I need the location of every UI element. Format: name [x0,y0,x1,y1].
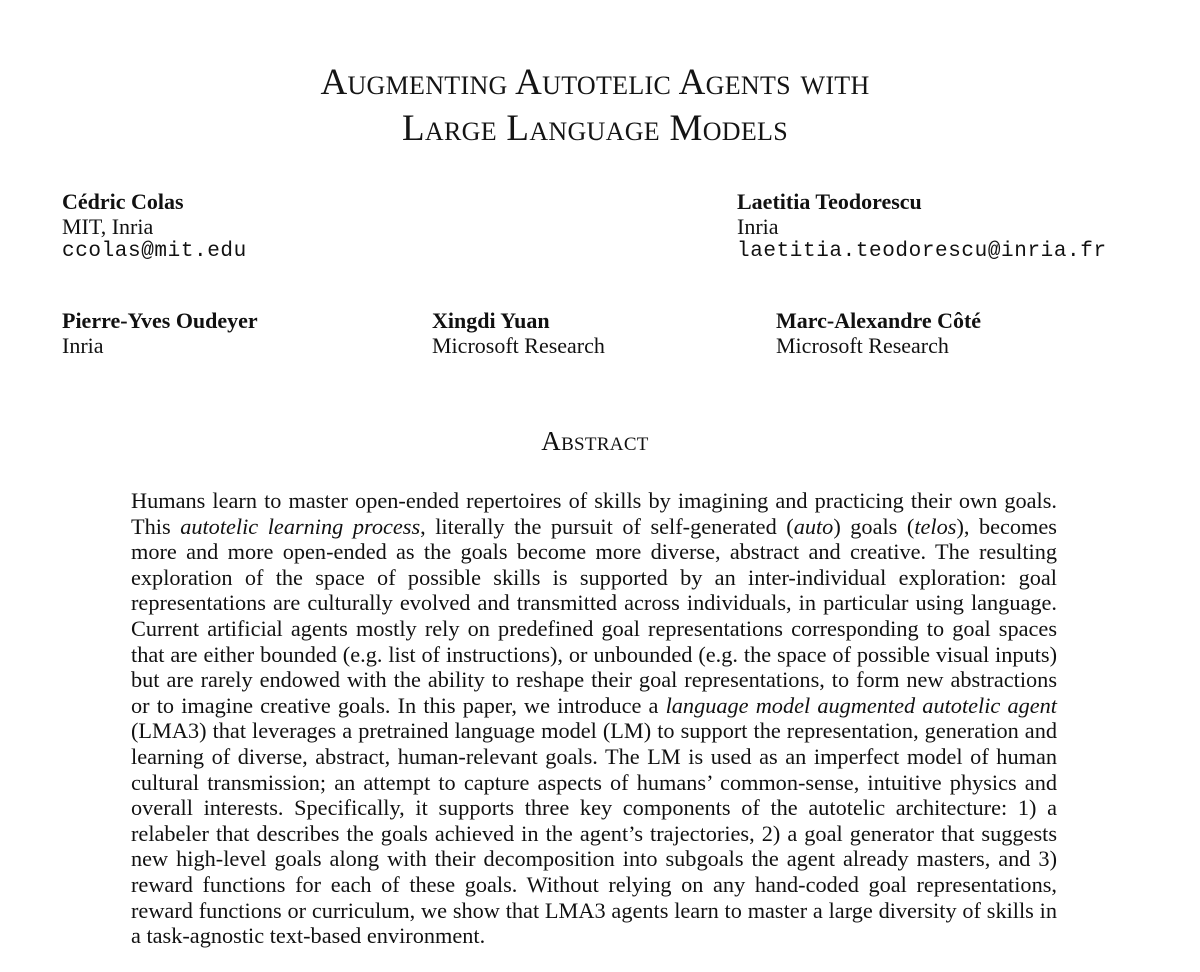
author-block [432,308,605,358]
author-name: Cédric Colas [62,189,184,214]
author-affiliation: Inria [62,333,104,358]
abstract-segment: Humans learn to master open-ended repertoires of skills by imagining and practicing their own goals. This [131,488,1057,539]
abstract-segment: ) goals ( [833,513,915,539]
title-line-1: Augmenting Autotelic Agents with [320,62,870,103]
author-affiliation: Inria [737,214,779,239]
author-affiliation: Microsoft Research [776,333,949,358]
abstract-emphasis: language model augmented autotelic agent [665,692,1058,718]
abstract-segment: ), becomes more and more open-ended as the goals become more diverse, abstract and creative. The resulting exploration of the space of possible skills is supported by an inter-individual exploration: goal representations are culturally evolved and transmitted across individuals, in particular using language. Current artificial agents mostly rely on predefined goal representations corresponding to goal spaces that are either bounded (e.g. list of instructions), or unbounded (e.g. the space of possible visual inputs) but are rarely endowed with the ability to reshape their goal representations, to form new abstractions or to imagine creative goals. In this paper, we introduce a [131,513,1057,718]
abstract-emphasis: telos [914,513,957,539]
author-email: ccolas@mit.edu [62,240,247,263]
author-affiliation: MIT, Inria [62,214,154,239]
author-name: Xingdi Yuan [432,308,550,333]
author-block [737,189,1107,264]
abstract-emphasis: auto [793,513,834,539]
abstract-heading: Abstract [541,426,649,456]
author-affiliation: Microsoft Research [432,333,605,358]
author-name: Laetitia Teodorescu [737,189,922,214]
author-block [776,308,981,358]
abstract-segment: (LMA3) that leverages a pretrained language model (LM) to support the representation, generation and learning of diverse, abstract, human-relevant goals. The LM is used as an imperfect model of human cultural transmission; an attempt to capture aspects of humans’ common-sense, intuitive physics and overall interests. Specifically, it supports three key components of the autotelic architecture: 1) a relabeler that describes the goals achieved in the agent’s trajectories, 2) a goal generator that suggests new high-level goals along with their decomposition into subgoals the agent already masters, and 3) reward functions for each of these goals. Without relying on any hand-coded goal representations, reward functions or curriculum, we show that LMA3 agents learn to master a large diversity of skills in a task-agnostic text-based environment. [131,718,1057,949]
abstract-segment: , literally the pursuit of self-generated ( [420,513,794,539]
abstract-emphasis: autotelic learning process [180,513,421,539]
title-line-2: Large Language Models [402,108,788,149]
author-email: laetitia.teodorescu@inria.fr [737,240,1107,263]
author-block [62,308,258,358]
author-name: Pierre-Yves Oudeyer [62,308,258,333]
paper-title [0,60,1190,152]
abstract-text [131,488,1057,949]
author-name: Marc-Alexandre Côté [776,308,982,333]
author-block [62,189,247,264]
